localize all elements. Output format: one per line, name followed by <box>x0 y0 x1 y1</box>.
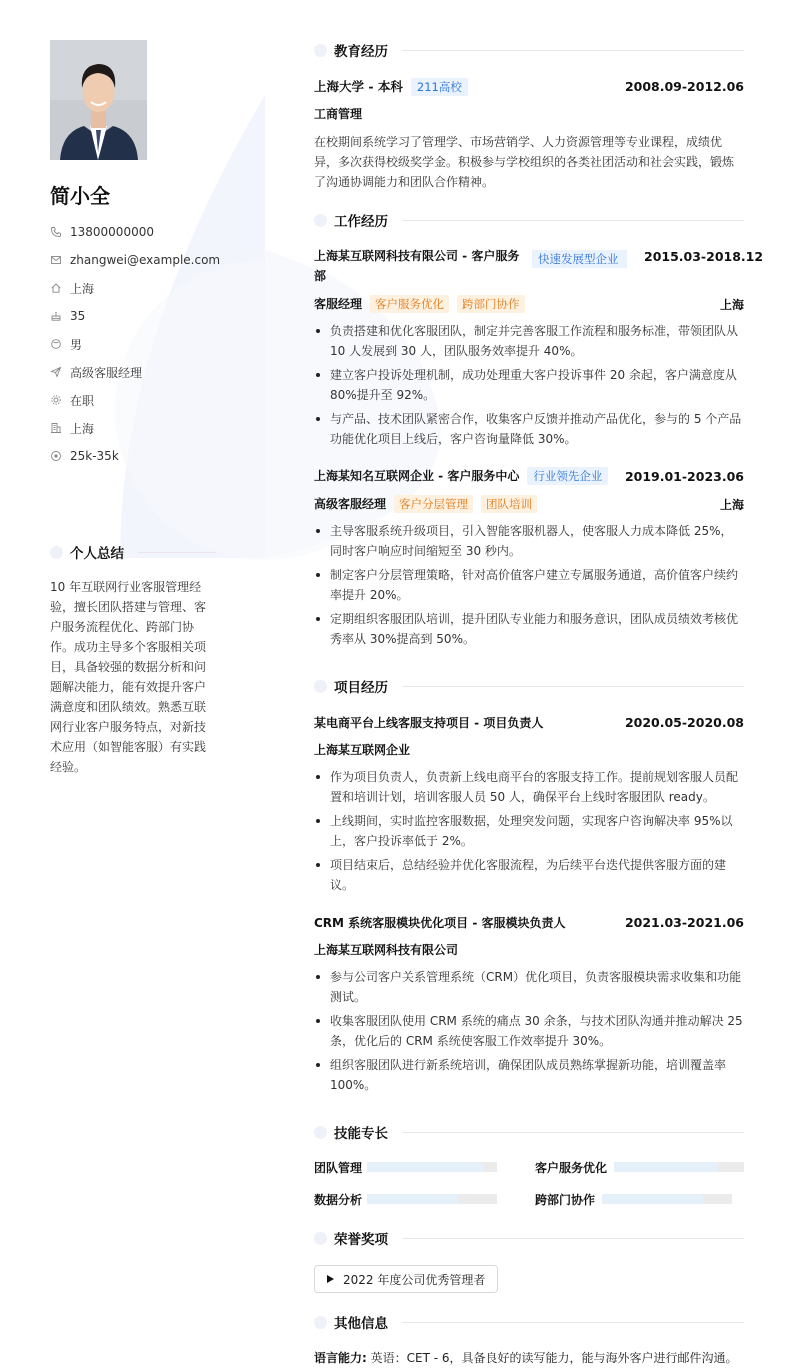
work-1-date: 2015.03-2018.12 <box>644 249 764 264</box>
profile-name: 简小全 <box>50 184 110 208</box>
education-header <box>314 77 744 95</box>
skill-bar-fill <box>602 1194 703 1204</box>
work-1-tag-2: 跨部门协作 <box>457 295 525 313</box>
list-item: 定期组织客服团队培训，提升团队专业能力和服务意识，团队成员绩效考核优秀率从 30%提高到 50%。 <box>314 609 744 649</box>
home-icon <box>50 282 62 294</box>
info-age-value: 35 <box>70 309 86 323</box>
info-position-value: 高级客服经理 <box>70 365 143 380</box>
info-email <box>50 246 220 274</box>
skill-bar <box>602 1194 732 1204</box>
project-2-org: 上海某互联网科技有限公司 <box>314 943 459 957</box>
phone-icon <box>50 226 62 238</box>
other-info-row <box>314 1349 754 1367</box>
section-divider <box>402 1238 744 1239</box>
skill-bar <box>614 1162 744 1172</box>
send-icon <box>50 366 62 378</box>
building-icon <box>50 422 62 434</box>
work-2-role-line <box>314 495 537 513</box>
section-projects <box>314 676 744 696</box>
gear-icon <box>50 394 62 406</box>
project-1-date: 2020.05-2020.08 <box>624 714 744 730</box>
info-salary-value: 25k-35k <box>70 449 119 463</box>
info-phone <box>50 218 220 246</box>
section-work-title: 工作经历 <box>334 214 388 230</box>
other-info-label: 语言能力: <box>314 1351 367 1365</box>
info-phone-value: 13800000000 <box>70 225 154 239</box>
skill-bar-fill <box>367 1162 484 1172</box>
work-2-company: 上海某知名互联网企业 - 客户服务中心 <box>314 469 520 483</box>
work-1-role: 客服经理 <box>314 297 363 311</box>
work-1-city: 上海 <box>719 297 744 312</box>
section-other <box>314 1312 744 1332</box>
profile-photo <box>50 40 147 160</box>
education-date: 2008.09-2012.06 <box>624 78 744 94</box>
education-major: 工商管理 <box>314 107 363 121</box>
mail-icon <box>50 254 62 266</box>
project-2-bullets <box>314 967 744 1099</box>
section-dot-icon <box>314 214 327 227</box>
section-divider <box>138 552 216 553</box>
list-item: 上线期间，实时监控客服数据，处理突发问题，实现客户咨询解决率 95%以上，客户投诉率低于 2%。 <box>314 811 744 851</box>
section-divider <box>402 50 744 51</box>
play-icon <box>327 1275 334 1283</box>
project-2-date: 2021.03-2021.06 <box>624 914 744 930</box>
list-item: 收集客服团队使用 CRM 系统的痛点 30 余条，与技术团队沟通并推动解决 25 条，优化后的 CRM 系统使客服工作效率提升 30%。 <box>314 1011 744 1051</box>
work-2-role-row <box>314 495 744 513</box>
education-tag: 211高校 <box>411 78 468 96</box>
work-2-header <box>314 467 744 485</box>
info-gender <box>50 330 220 358</box>
list-item: 与产品、技术团队紧密合作，收集客户反馈并推动产品优化，参与的 5 个产品功能优化项目上线后，客户咨询量降低 30%。 <box>314 409 744 449</box>
work-2-tag: 行业领先企业 <box>527 467 608 485</box>
info-city-value: 上海 <box>70 421 95 436</box>
award-item <box>314 1265 498 1293</box>
education-entry <box>314 77 468 96</box>
list-item: 制定客户分层管理策略，针对高价值客户建立专属服务通道，高价值客户续约率提升 20%。 <box>314 565 744 605</box>
list-item: 主导客服系统升级项目，引入智能客服机器人，使客服人力成本降低 25%，同时客户响应时间缩短至 30 秒内。 <box>314 521 744 561</box>
info-position <box>50 358 220 386</box>
skill-item <box>314 1192 497 1206</box>
info-age <box>50 302 220 330</box>
info-city <box>50 414 220 442</box>
skill-bar <box>367 1194 497 1204</box>
section-skills-title: 技能专长 <box>334 1126 388 1142</box>
project-1-title: 某电商平台上线客服支持项目 - 项目负责人 <box>314 715 544 730</box>
list-item: 负责搭建和优化客服团队，制定并完善客服工作流程和服务标准，带领团队从 10 人发展到 30 人，团队服务效率提升 40%。 <box>314 321 744 361</box>
list-item: 建立客户投诉处理机制，成功处理重大客户投诉事件 20 余起，客户满意度从 80%提升至 92%。 <box>314 365 744 405</box>
section-projects-title: 项目经历 <box>334 680 388 696</box>
project-2-title: CRM 系统客服模块优化项目 - 客服模块负责人 <box>314 915 566 930</box>
section-dot-icon <box>314 1126 327 1139</box>
project-2-header <box>314 913 744 931</box>
work-2-company-line <box>314 467 608 485</box>
coin-icon <box>50 450 62 462</box>
skill-item <box>314 1160 497 1174</box>
section-education-title: 教育经历 <box>334 44 388 60</box>
project-1-header <box>314 713 744 731</box>
work-2-tag-2: 团队培训 <box>481 495 537 513</box>
skill-name: 团队管理 <box>314 1160 363 1175</box>
section-awards <box>314 1228 744 1248</box>
profile-column <box>50 40 220 470</box>
gender-icon <box>50 338 62 350</box>
section-dot-icon <box>314 1232 327 1245</box>
list-item: 组织客服团队进行新系统培训，确保团队成员熟练掌握新功能，培训覆盖率 100%。 <box>314 1055 744 1095</box>
info-gender-value: 男 <box>70 337 83 352</box>
work-1-tag-1: 客户服务优化 <box>370 295 449 313</box>
section-dot-icon <box>314 44 327 57</box>
work-2-date: 2019.01-2023.06 <box>624 468 744 484</box>
info-status <box>50 386 220 414</box>
section-divider <box>402 220 744 221</box>
skill-name: 跨部门协作 <box>535 1192 596 1207</box>
section-dot-icon <box>50 546 63 559</box>
skill-item <box>535 1192 732 1206</box>
contact-list <box>50 218 220 470</box>
work-2-bullets <box>314 521 744 653</box>
award-text: 2022 年度公司优秀管理者 <box>343 1272 486 1287</box>
skill-item <box>535 1160 744 1174</box>
work-1-role-row <box>314 295 744 313</box>
project-1-org: 上海某互联网企业 <box>314 743 411 757</box>
skill-bar <box>367 1162 497 1172</box>
info-email-value: zhangwei@example.com <box>70 253 221 267</box>
section-skills <box>314 1122 744 1142</box>
education-school: 上海大学 - 本科 <box>314 78 403 94</box>
list-item: 参与公司客户关系管理系统（CRM）优化项目，负责客服模块需求收集和功能测试。 <box>314 967 744 1007</box>
skill-bar-fill <box>367 1194 458 1204</box>
section-summary <box>50 542 216 562</box>
summary-text: 10 年互联网行业客服管理经验，擅长团队搭建与管理、客户服务流程优化、跨部门协作。成功主导多个客服相关项目，具备较强的数据分析和问题解决能力，能有效提升客户满意度和团队绩效。熟悉互联网行业客户服务特点，对新技术应用（如智能客服）有实践经验。 <box>50 580 207 774</box>
list-item: 项目结束后，总结经验并优化客服流程，为后续平台迭代提供客服方面的建议。 <box>314 855 744 895</box>
work-1-bullets <box>314 321 744 453</box>
work-2-city: 上海 <box>719 497 744 512</box>
section-other-title: 其他信息 <box>334 1316 388 1332</box>
skill-name: 数据分析 <box>314 1192 363 1207</box>
work-2-tag-1: 客户分层管理 <box>394 495 473 513</box>
info-location-value: 上海 <box>70 281 95 296</box>
section-dot-icon <box>314 1316 327 1329</box>
list-item: 作为项目负责人，负责新上线电商平台的客服支持工作。提前规划客服人员配置和培训计划，培训客服人员 50 人，确保平台上线时客服团队 ready。 <box>314 767 744 807</box>
section-education <box>314 40 744 60</box>
section-summary-title: 个人总结 <box>70 546 124 562</box>
cake-icon <box>50 310 62 322</box>
info-salary <box>50 442 220 470</box>
work-1-company: 上海某互联网科技有限公司 - 客户服务部 <box>314 249 520 283</box>
section-work <box>314 210 744 230</box>
section-dot-icon <box>314 680 327 693</box>
skill-name: 客户服务优化 <box>535 1160 608 1175</box>
section-divider <box>402 1132 744 1133</box>
work-1-role-line <box>314 295 525 313</box>
info-location <box>50 274 220 302</box>
other-info-text: 英语：CET - 6，具备良好的读写能力，能与海外客户进行邮件沟通。 <box>370 1351 738 1365</box>
work-2-role: 高级客服经理 <box>314 497 387 511</box>
section-divider <box>402 686 744 687</box>
education-desc: 在校期间系统学习了管理学、市场营销学、人力资源管理等专业课程，成绩优异，多次获得校级奖学金。积极参与学校组织的各类社团活动和社会实践，锻炼了沟通协调能力和团队合作精神。 <box>314 135 735 189</box>
skill-bar-fill <box>614 1162 718 1172</box>
section-awards-title: 荣誉奖项 <box>334 1232 388 1248</box>
info-status-value: 在职 <box>70 393 95 408</box>
work-1-tag: 快速发展型企业 <box>532 250 627 268</box>
project-1-bullets <box>314 767 744 899</box>
section-divider <box>402 1322 744 1323</box>
